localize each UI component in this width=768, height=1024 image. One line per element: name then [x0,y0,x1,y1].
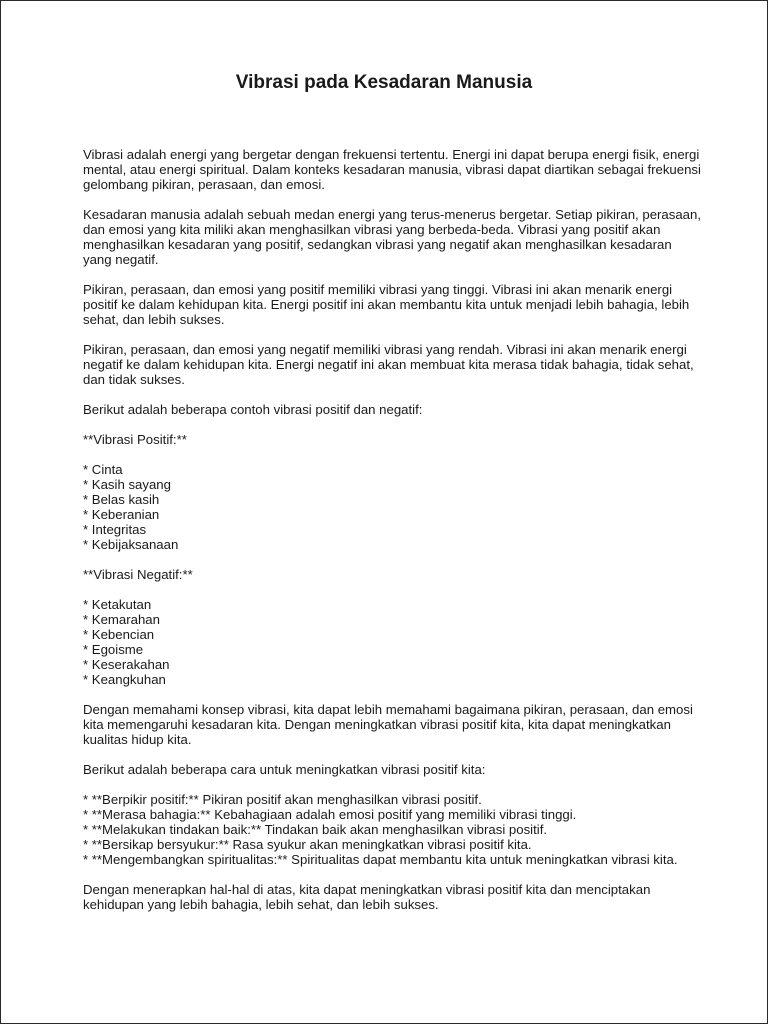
paragraph-closing: Dengan menerapkan hal-hal di atas, kita dapat meningkatkan vibrasi positif kita dan menciptakan kehidupan yang lebih bahagia, lebih sehat, dan lebih sukses. [83,882,651,912]
list-item: * Integritas [83,522,147,537]
paragraph-definition: Vibrasi adalah energi yang bergetar dengan frekuensi tertentu. Energi ini dapat berupa energi fisik, energi mental, atau energi spiritual. Dalam konteks kesadaran manusia, vibrasi dapat diartikan sebagai frekuensi gelombang pikiran, perasaan, dan emosi. [83,147,701,192]
list-item: * Kebijaksanaan [83,537,179,552]
negative-list [83,597,703,687]
paragraph-examples-intro: Berikut adalah beberapa contoh vibrasi positif dan negatif: [83,402,423,417]
list-item: * **Berpikir positif:** Pikiran positif akan menghasilkan vibrasi positif. [83,792,482,807]
list-item: * Egoisme [83,642,144,657]
list-item: * **Bersikap bersyukur:** Rasa syukur akan meningkatkan vibrasi positif kita. [83,837,532,852]
list-item: * Kemarahan [83,612,160,627]
list-item: * **Merasa bahagia:** Kebahagiaan adalah emosi positif yang memiliki vibrasi tinggi. [83,807,577,822]
list-item: * Belas kasih [83,492,160,507]
list-item: * Cinta [83,462,123,477]
document-body [83,147,703,927]
positive-heading: **Vibrasi Positif:** [83,432,187,447]
list-item: * Keberanian [83,507,160,522]
document-title: Vibrasi pada Kesadaran Manusia [235,72,533,93]
list-item: * Ketakutan [83,597,152,612]
ways-list [83,792,703,867]
list-item: * Kasih sayang [83,477,171,492]
list-item: * Kebencian [83,627,155,642]
paragraph-negative-vibration: Pikiran, perasaan, dan emosi yang negatif memiliki vibrasi yang rendah. Vibrasi ini akan menarik energi negatif ke dalam kehidupan kita. Energi negatif ini akan membuat kita merasa tidak bahagia, tidak sehat, dan tidak sukses. [83,342,694,387]
list-item: * **Mengembangkan spiritualitas:** Spiritualitas dapat membantu kita untuk meningkatkan vibrasi kita. [83,852,678,867]
list-item: * **Melakukan tindakan baik:** Tindakan baik akan menghasilkan vibrasi positif. [83,822,548,837]
negative-heading: **Vibrasi Negatif:** [83,567,193,582]
list-item: * Keserakahan [83,657,170,672]
list-item: * Keangkuhan [83,672,166,687]
paragraph-consciousness: Kesadaran manusia adalah sebuah medan energi yang terus-menerus bergetar. Setiap pikiran, perasaan, dan emosi yang kita miliki akan menghasilkan vibrasi yang berbeda-beda. Vibrasi yang positif akan menghasilkan kesadaran yang positif, sedangkan vibrasi yang negatif akan menghasilkan kesadaran yang negatif. [83,207,702,267]
paragraph-positive-vibration: Pikiran, perasaan, dan emosi yang positif memiliki vibrasi yang tinggi. Vibrasi ini akan menarik energi positif ke dalam kehidupan kita. Energi positif ini akan membantu kita untuk menjadi lebih bahagia, lebih sehat, dan lebih sukses. [83,282,690,327]
paragraph-understanding: Dengan memahami konsep vibrasi, kita dapat lebih memahami bagaimana pikiran, perasaan, dan emosi kita memengaruhi kesadaran kita. Dengan meningkatkan vibrasi positif kita, kita dapat meningkatkan kualitas hidup kita. [83,702,693,747]
positive-list [83,462,703,552]
paragraph-ways-intro: Berikut adalah beberapa cara untuk meningkatkan vibrasi positif kita: [83,762,486,777]
